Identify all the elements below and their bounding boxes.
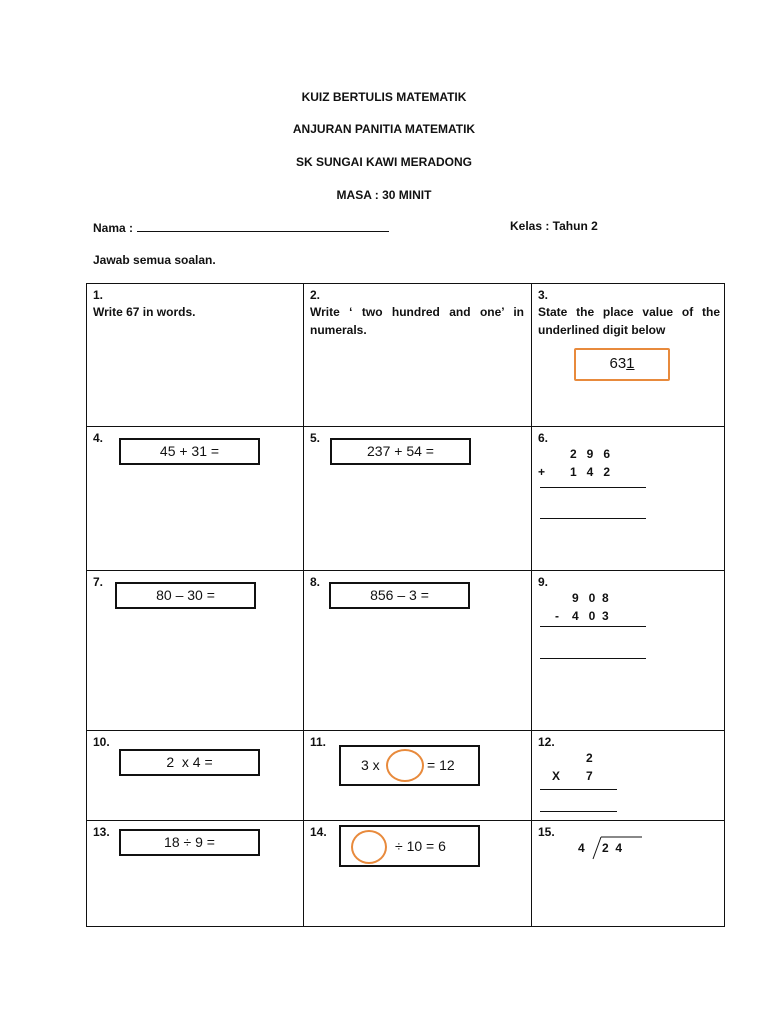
equation-box: 856 – 3 = [329,582,470,609]
table-row [87,571,725,731]
question-number: 4. [93,431,104,445]
question-number: 13. [93,825,110,839]
question-number: 7. [93,575,104,589]
equation-right: ÷ 10 = 6 [395,838,446,854]
question-cell-3[interactable] [532,284,725,427]
bottom-number: 7 [586,769,593,783]
quiz-title: KUIZ BERTULIS MATEMATIK [301,90,467,104]
question-number: 2. [310,288,321,302]
question-number: 12. [538,735,555,749]
questions-table [86,283,725,927]
equation-box: 45 + 31 = [119,438,260,465]
operator-sign: + [538,465,546,479]
equation-box [339,745,480,786]
name-label: Nama : [93,221,134,235]
top-number: 2 [586,751,593,765]
answer-line[interactable] [540,811,617,812]
name-field[interactable] [93,219,389,235]
difference-line [540,626,646,627]
operator-sign: X [552,769,561,783]
question-cell-14[interactable] [304,821,532,927]
equation-left: 3 x [361,757,380,773]
question-cell-9[interactable] [532,571,725,731]
question-number: 3. [538,288,549,302]
table-row [87,731,725,821]
underlined-digit: 1 [626,355,635,372]
question-cell-4[interactable] [87,427,304,571]
table-row [87,821,725,927]
answer-line[interactable] [540,518,646,519]
top-number: 9 0 8 [572,591,609,605]
question-number: 6. [538,431,549,445]
dividend: 2 4 [602,841,623,855]
question-cell-15[interactable] [532,821,725,927]
school-name: SK SUNGAI KAWI MERADONG [295,155,472,169]
question-cell-2[interactable] [304,284,532,427]
sum-line [540,487,646,488]
question-cell-8[interactable] [304,571,532,731]
time-limit: MASA : 30 MINIT [336,188,432,202]
question-cell-11[interactable] [304,731,532,821]
question-number: 8. [310,575,321,589]
question-text: Write 67 in words. [93,305,196,319]
number-value: 63 [609,355,627,372]
name-blank-line[interactable] [137,219,389,232]
question-text: State the place value of the underlined digit below [538,305,720,337]
question-cell-7[interactable] [87,571,304,731]
bottom-number: 1 4 2 [570,465,611,479]
top-number: 2 9 6 [570,447,611,461]
question-number: 11. [310,735,327,749]
question-cell-5[interactable] [304,427,532,571]
question-cell-1[interactable] [87,284,304,427]
question-text: Write ‘ two hundred and one’ in numerals. [310,305,524,337]
equation-box: 2 x 4 = [119,749,260,776]
question-cell-10[interactable] [87,731,304,821]
equation-box: 80 – 30 = [115,582,256,609]
equation-box: 18 ÷ 9 = [119,829,260,856]
equation-box: 237 + 54 = [330,438,471,465]
answer-line[interactable] [540,658,646,659]
table-row [87,427,725,571]
number-box [574,348,670,381]
question-number: 5. [310,431,321,445]
organizer-line: ANJURAN PANITIA MATEMATIK [292,122,476,136]
divisor: 4 [578,841,585,855]
question-number: 14. [310,825,327,839]
question-number: 1. [93,288,104,302]
question-cell-12[interactable] [532,731,725,821]
equation-right: = 12 [427,757,455,773]
question-number: 9. [538,575,549,589]
question-number: 15. [538,825,555,839]
operator-sign: - [555,609,559,623]
product-line [540,789,617,790]
blank-circle[interactable] [386,749,424,782]
question-cell-6[interactable] [532,427,725,571]
class-label: Kelas : Tahun 2 [510,219,598,233]
question-number: 10. [93,735,110,749]
table-row [87,284,725,427]
blank-circle[interactable] [351,830,387,864]
equation-box [339,825,480,867]
bottom-number: 4 0 3 [572,609,609,623]
instruction-text: Jawab semua soalan. [93,253,216,267]
question-cell-13[interactable] [87,821,304,927]
